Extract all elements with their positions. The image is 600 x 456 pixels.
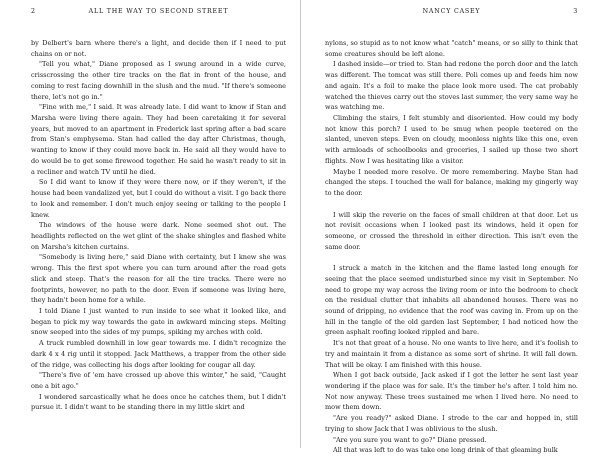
right-running-title: NANCY CASEY	[422, 8, 481, 15]
paragraph: by Delbert's barn where there's a light, and decide then if I need to put chains on or not.	[31, 39, 286, 58]
paragraph: So I did want to know if they were there now, or if they weren't, if the house had been vandalized yet, but I could do without a visit. I go back there to look and remember. I don't much enjoy seeing or talking to the people I knew.	[31, 178, 286, 219]
paragraph: "There's five of 'em have crossed up above this winter," he said, "Caught one a bit ago."	[31, 371, 286, 390]
paragraph: "Tell you what," Diane proposed as I swung around in a wide curve, crisscrossing the other tire tracks on the flat in front of the house, and coming to rest facing downhill in the slush and the mud. "If there's someone there, let's not go in."	[31, 60, 286, 101]
paragraph: It's not that great of a house. No one wants to live here, and it's foolish to try and maintain it from a distance as some sort of shrine. It will fall down. That will be okay. I am finished with this house.	[325, 339, 578, 369]
paragraph: "Are you sure you want to go?" Diane pressed.	[333, 435, 487, 444]
paragraph: When I got back outside, Jack asked if I got the letter he sent last year wondering if the place was for sale. It's the timber he's after. I told him no. Not now anyway. These trees sustained me when I lived here. No need to mow them down.	[325, 371, 578, 412]
paragraph: "Somebody is living here," said Diane with certainty, but I knew she was wrong. This the first spot where you can turn around after the road gets slick and steep. That's the reason for all the tire tracks. There were no footprints, however, no path to the door. Even if someone was living here, they hadn't been home for a while.	[31, 253, 286, 305]
right-page-header	[325, 8, 578, 22]
left-page-header	[31, 8, 286, 22]
paragraph: I wondered sarcastically what he does once he catches them, but I didn't pursue it. I didn't want to be standing there in my little skirt and	[31, 392, 286, 412]
right-page-body	[325, 38, 578, 456]
paragraph: A truck rumbled downhill in low gear towards me. I didn't recognize the dark 4 x 4 rig until it stopped. Jack Matthews, a trapper from the other side of the ridge, was collecting his dogs after looking for cougar all day.	[31, 339, 286, 369]
paragraph: I told Diane I just wanted to run inside to see what it looked like, and began to pick my way towards the gate in awkward mincing steps. Melting snow seeped into the sides of my pumps, spiking my arches with cold.	[31, 306, 286, 337]
paragraph: I will skip the reverie on the faces of small children at that door. Let us not revisit occasions when I looked past its windows, held it open for someone, or crossed the threshold in either direction. This isn't even the same door.	[325, 210, 578, 251]
paragraph: I dashed inside—or tried to. Stan had redone the porch door and the latch was different. The tomcat was still there. Poli comes up and feeds him now and again. It's a foil to make the place look more used. The cat probably watched the thieves carry out the stoves last summer, the very same way he was watching me.	[325, 60, 578, 112]
left-page-body	[31, 38, 286, 413]
paragraph: Climbing the stairs, I felt stumbly and disoriented. How could my body not know this porch? I used to be smug when people teetered on the slanted, uneven steps. Even on cloudy, moonless nights like this one, even with armloads of schoolbooks and groceries, I sailed up those two short flights. Now I was hesitating like a visitor.	[325, 114, 578, 165]
left-running-title: ALL THE WAY TO SECOND STREET	[88, 8, 229, 15]
paragraph: I struck a match in the kitchen and the flame lasted long enough for seeing that the place seemed undisturbed since my visit in September. No need to grope my way across the living room or into the bedroom to check on the residual clutter that inhabits all abandoned houses. There was no sound of dripping, no evidence that the roof was caving in. From up on the hill in the tangle of the old garden last September, I had noticed how the green asphalt roofing looked rippled and bare.	[325, 264, 578, 337]
paragraph: Maybe I needed more resolve. Or more remembering. Maybe Stan had changed the steps. I touched the wall for balance, making my gingerly way to the door.	[325, 167, 578, 198]
paragraph: All that was left to do was take one long drink of that gleaming bulk	[333, 446, 558, 455]
paragraph: nylons, so stupid as to not know what "catch" means, or so silly to think that some creatures should be left alone.	[325, 39, 578, 58]
left-page	[0, 0, 300, 448]
right-page-number: 3	[573, 8, 578, 15]
left-page-number: 2	[31, 8, 36, 15]
paragraph: "Fine with me," I said. It was already late. I did want to know if Stan and Marsha were living there again. They had been caretaking it for several years, but moved to an apartment in Frederick last spring after a bad scare from Stan's emphysema. Stan had called the day after Christmas, though, wanting to know if they could move back in. He said all they would have to do would be to get some firewood together. He said he wasn't ready to sit in a recliner and watch TV until he died.	[31, 103, 286, 176]
right-page	[300, 0, 600, 455]
paragraph: "Are you ready?" asked Diane. I strode to the car and hopped in, still trying to show Jack that I was oblivious to the slush.	[325, 414, 578, 433]
paragraph: The windows of the house were dark. None seemed shot out. The headlights reflected on the wet glint of the shake shingles and flashed white on Marsha's kitchen curtains.	[31, 221, 286, 251]
